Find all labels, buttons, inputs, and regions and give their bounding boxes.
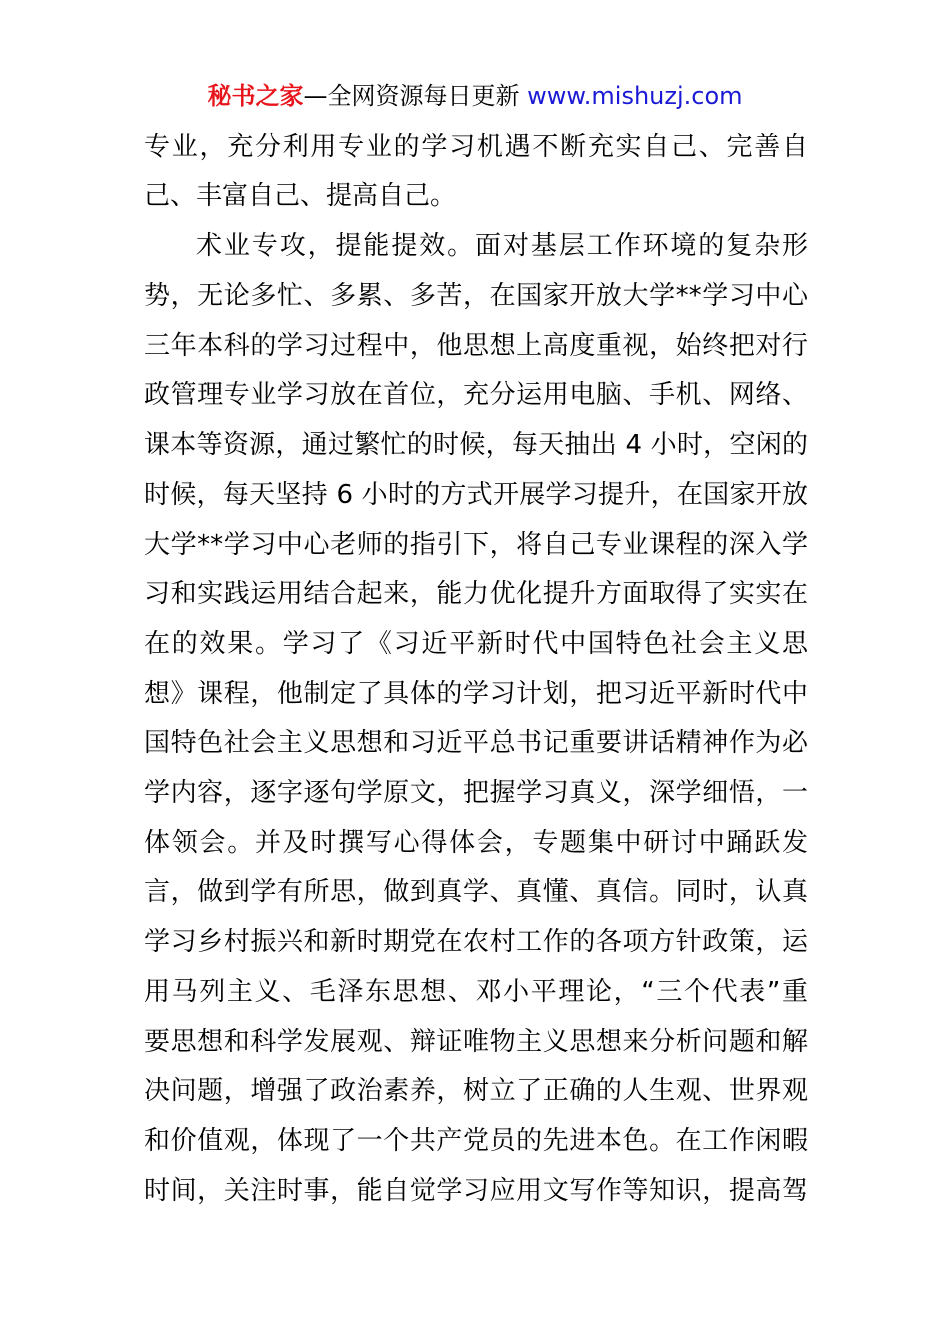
paragraph-line: 专业，充分利用专业的学习机遇不断充实自己、完善自 [144, 132, 808, 162]
site-header [0, 80, 950, 112]
paragraph-line: 学习乡村振兴和新时期党在农村工作的各项方针政策，运 [144, 927, 808, 957]
paragraph-line: 三年本科的学习过程中，他思想上高度重视，始终把对行 [144, 331, 808, 361]
paragraph-line: 时候，每天坚持 6 小时的方式开展学习提升，在国家开放 [144, 480, 808, 510]
paragraph-line: 术业专攻，提能提效。面对基层工作环境的复杂形 [196, 231, 808, 261]
paragraph-line: 用马列主义、毛泽东思想、邓小平理论，“三个代表”重 [144, 977, 808, 1007]
site-tagline: —全网资源每日更新 [303, 82, 528, 110]
site-url-link[interactable]: www.mishuzj.com [527, 82, 743, 110]
paragraph-line: 大学**学习中心老师的指引下，将自己专业课程的深入学 [144, 530, 808, 560]
paragraph-line: 课本等资源，通过繁忙的时候，每天抽出 4 小时，空闲的 [144, 430, 808, 460]
paragraph-line: 学内容，逐字逐句学原文，把握学习真义，深学细悟，一 [144, 778, 808, 808]
paragraph-line: 时间，关注时事，能自觉学习应用文写作等知识，提高驾 [144, 1176, 808, 1206]
paragraph-line: 体领会。并及时撰写心得体会，专题集中研讨中踊跃发 [144, 828, 808, 858]
site-brand: 秘书之家 [207, 82, 304, 110]
paragraph-line: 和价值观，体现了一个共产党员的先进本色。在工作闲暇 [144, 1126, 808, 1156]
paragraph-line: 习和实践运用结合起来，能力优化提升方面取得了实实在 [144, 579, 808, 609]
paragraph-line: 言，做到学有所思，做到真学、真懂、真信。同时，认真 [144, 877, 808, 907]
paragraph-line: 要思想和科学发展观、辩证唯物主义思想来分析问题和解 [144, 1027, 808, 1057]
paragraph-line: 己、丰富自己、提高自己。 [144, 181, 457, 211]
paragraph-line: 决问题，增强了政治素养，树立了正确的人生观、世界观 [144, 1076, 808, 1106]
paragraph-line: 想》课程，他制定了具体的学习计划，把习近平新时代中 [144, 679, 808, 709]
paragraph-line: 政管理专业学习放在首位，充分运用电脑、手机、网络、 [144, 380, 808, 410]
paragraph-line: 在的效果。学习了《习近平新时代中国特色社会主义思 [144, 629, 808, 659]
paragraph-line: 国特色社会主义思想和习近平总书记重要讲话精神作为必 [144, 728, 808, 758]
paragraph-line: 势，无论多忙、多累、多苦，在国家开放大学**学习中心 [144, 281, 808, 311]
